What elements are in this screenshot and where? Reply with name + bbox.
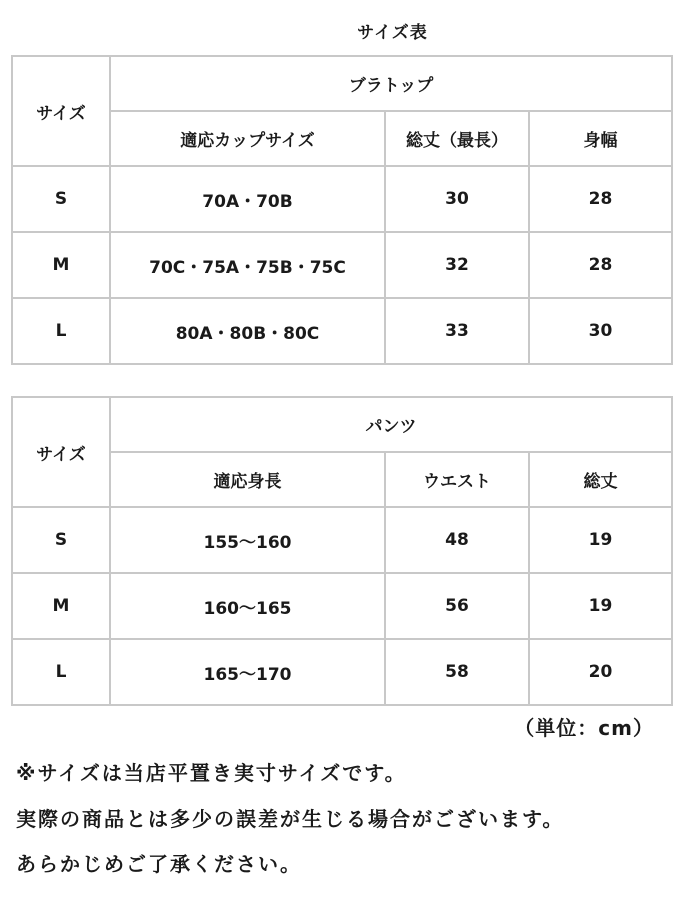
waist-cell: 58 <box>385 639 529 705</box>
page-title: サイズ表 <box>357 23 428 43</box>
table-row <box>12 232 672 298</box>
bratop-group-header: ブラトップ <box>110 56 672 111</box>
size-cell: L <box>12 298 110 364</box>
bratop-size-table <box>11 55 673 365</box>
table-header-row <box>12 397 672 452</box>
measurement-note: ※サイズは当店平置き実寸サイズです。 <box>16 761 407 785</box>
table-header-row <box>12 56 672 111</box>
size-column-header: サイズ <box>12 397 110 507</box>
cup-size-column-header: 適応カップサイズ <box>110 111 385 166</box>
body-width-cell: 28 <box>529 166 672 232</box>
height-cell: 160～165 <box>110 573 385 639</box>
total-length-cell: 30 <box>385 166 529 232</box>
waist-cell: 56 <box>385 573 529 639</box>
total-length-cell: 33 <box>385 298 529 364</box>
cup-size-cell: 70A・70B <box>110 166 385 232</box>
cup-size-cell: 70C・75A・75B・75C <box>110 232 385 298</box>
total-length-cell: 32 <box>385 232 529 298</box>
total-length-cell: 19 <box>529 507 672 573</box>
total-length-cell: 19 <box>529 573 672 639</box>
table-row <box>12 298 672 364</box>
height-cell: 165～170 <box>110 639 385 705</box>
waist-column-header: ウエスト <box>385 452 529 507</box>
size-cell: M <box>12 232 110 298</box>
body-width-cell: 30 <box>529 298 672 364</box>
pants-group-header: パンツ <box>110 397 672 452</box>
body-width-column-header: 身幅 <box>529 111 672 166</box>
table-row <box>12 573 672 639</box>
table-subheader-row <box>12 111 672 166</box>
body-width-cell: 28 <box>529 232 672 298</box>
variance-note: 実際の商品とは多少の誤差が生じる場合がございます。 <box>16 807 565 831</box>
height-column-header: 適応身長 <box>110 452 385 507</box>
cup-size-cell: 80A・80B・80C <box>110 298 385 364</box>
size-cell: L <box>12 639 110 705</box>
height-cell: 155～160 <box>110 507 385 573</box>
table-row <box>12 639 672 705</box>
unit-note: （単位：cm） <box>514 716 654 740</box>
waist-cell: 48 <box>385 507 529 573</box>
size-cell: S <box>12 507 110 573</box>
size-cell: M <box>12 573 110 639</box>
table-row <box>12 166 672 232</box>
total-length-cell: 20 <box>529 639 672 705</box>
acknowledgement-note: あらかじめご了承ください。 <box>16 852 302 876</box>
pants-size-table <box>11 396 673 706</box>
size-column-header: サイズ <box>12 56 110 166</box>
table-row <box>12 507 672 573</box>
total-length-column-header: 総丈（最長） <box>385 111 529 166</box>
table-subheader-row <box>12 452 672 507</box>
total-length-column-header: 総丈 <box>529 452 672 507</box>
size-cell: S <box>12 166 110 232</box>
